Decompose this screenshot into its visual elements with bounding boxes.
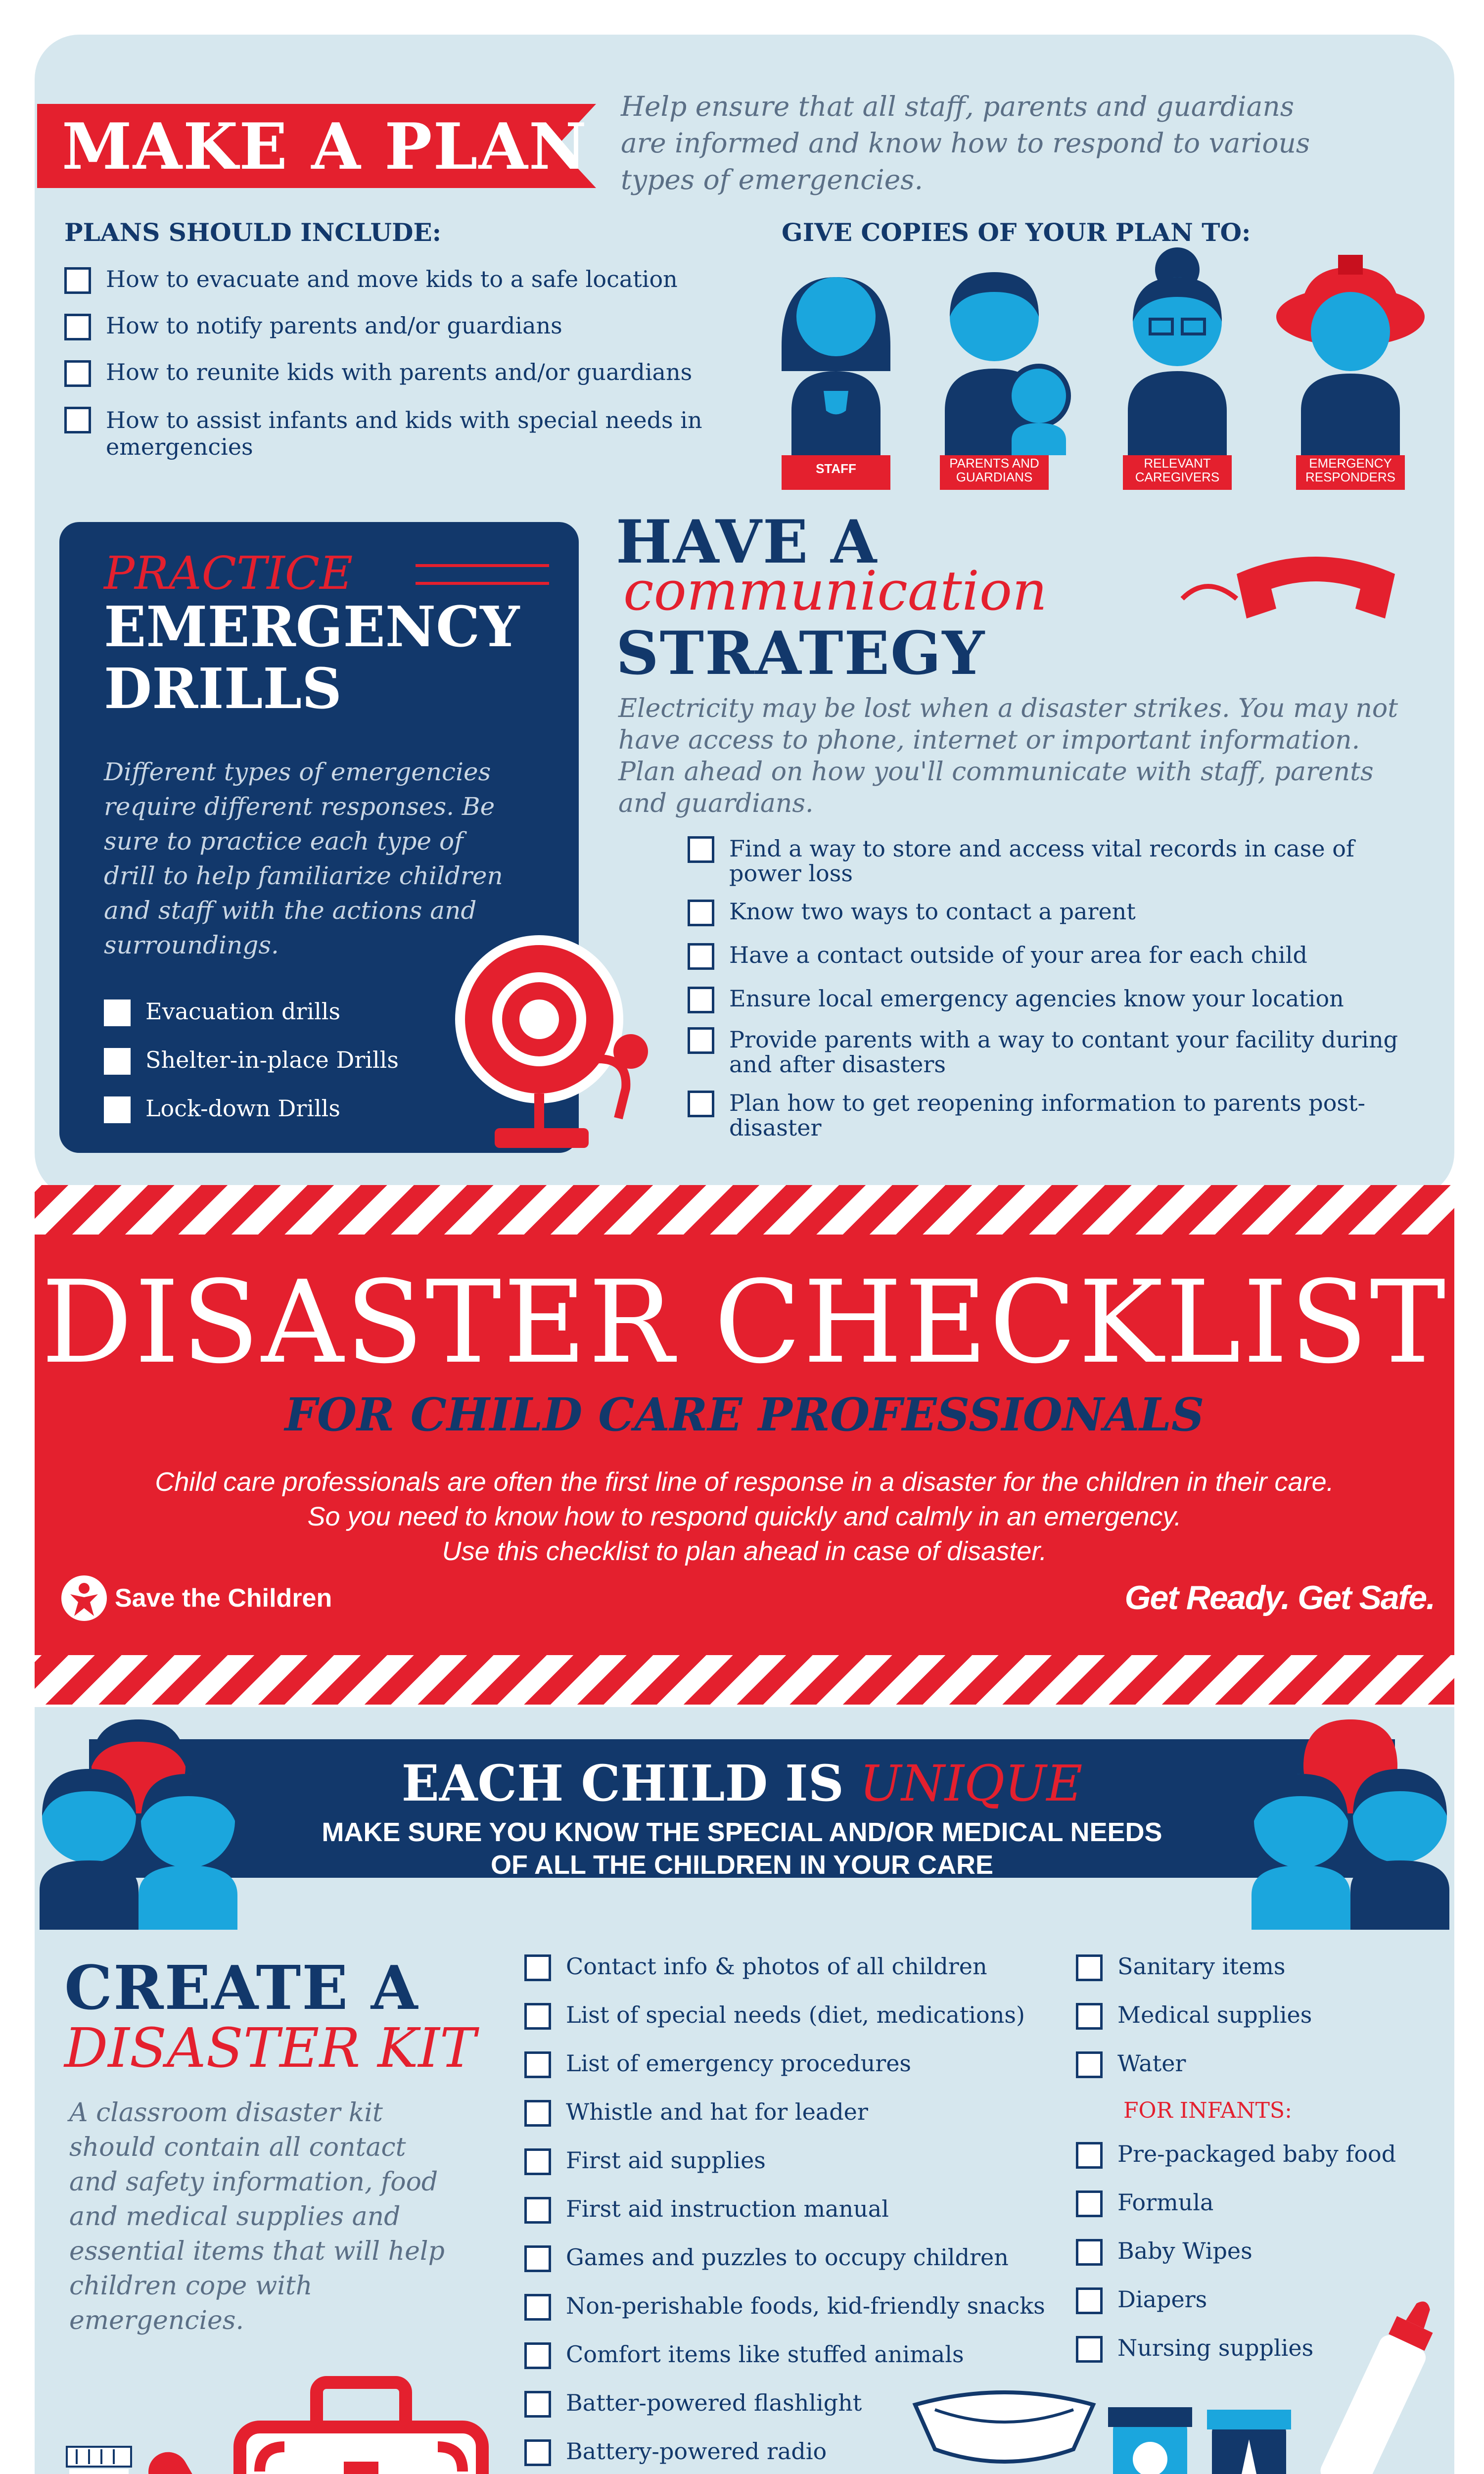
comm-item[interactable]: Know two ways to contact a parent	[688, 900, 1405, 926]
banner-text	[35, 1465, 1454, 1569]
checkbox[interactable]	[1076, 2190, 1103, 2217]
checkbox[interactable]	[1076, 1954, 1103, 1981]
checkbox[interactable]	[524, 2051, 551, 2078]
banner-line: So you need to know how to respond quickly and calmly in an emergency.	[307, 1502, 1182, 1531]
kit-item[interactable]: Comfort items like stuffed animals	[524, 2342, 1088, 2369]
kit-item[interactable]: Non-perishable foods, kid-friendly snacks	[524, 2294, 1088, 2321]
drill-item[interactable]: Shelter-in-place Drills	[104, 1048, 399, 1075]
drills-body: Different types of emergencies require different responses. Be sure to practice each type of drill to help familiarize children and staff with the actions and surroundings.	[104, 758, 503, 959]
checkbox[interactable]	[524, 2245, 551, 2272]
kit-item[interactable]: Batter-powered flashlight	[524, 2391, 1088, 2418]
checkbox[interactable]	[688, 1091, 714, 1117]
checkbox[interactable]	[104, 999, 131, 1026]
checkbox[interactable]	[1076, 2142, 1103, 2169]
drills-kicker: PRACTICE	[104, 547, 353, 600]
kit-item[interactable]: Whistle and hat for leader	[524, 2100, 1088, 2127]
children-group-left-icon	[35, 1702, 242, 1930]
logo-text: Save the Children	[115, 1584, 332, 1613]
unique-line2: OF ALL THE CHILDREN IN YOUR CARE	[490, 1850, 994, 1880]
kit-body: A classroom disaster kit should contain all contact and safety information, food and medical supplies and essential items that will help children cope with emergencies.	[69, 2098, 445, 2335]
drills-title: EMERGENCY DRILLS	[104, 595, 520, 721]
recipient-responders: EMERGENCY RESPONDERS	[1305, 456, 1396, 484]
comm-list	[688, 836, 1405, 1160]
banner-title: DISASTER CHECKLIST	[41, 1257, 1448, 1389]
checkbox[interactable]	[1076, 2239, 1103, 2266]
comm-title-top: HAVE A	[616, 507, 878, 577]
kit-item[interactable]: Medical supplies	[1076, 2003, 1452, 2030]
unique-title-a: EACH CHILD IS	[401, 1754, 844, 1812]
checkbox[interactable]	[1076, 2003, 1103, 2030]
kit-item[interactable]: Battery-powered radio	[524, 2439, 1088, 2466]
checkbox[interactable]	[104, 1048, 131, 1075]
checkbox[interactable]	[524, 2197, 551, 2224]
rx-bottle-icon	[62, 2442, 136, 2474]
staff-icon	[782, 277, 890, 490]
checkbox[interactable]	[1076, 2051, 1103, 2078]
checkbox[interactable]	[688, 900, 714, 926]
plan-item[interactable]: How to assist infants and kids with special needs in emergencies	[64, 407, 737, 460]
kit-item[interactable]: First aid supplies	[524, 2148, 1088, 2175]
checkbox[interactable]	[64, 407, 91, 433]
recipient-caregivers: RELEVANT CAREGIVERS	[1135, 456, 1220, 484]
unique-title	[89, 1754, 1395, 1812]
plans-heading: PLANS SHOULD INCLUDE:	[64, 218, 442, 247]
checkbox[interactable]	[524, 2342, 551, 2369]
infant-item[interactable]: Baby Wipes	[1076, 2239, 1452, 2266]
make-plan-intro: Help ensure that all staff, parents and guardians are informed and know how to respond to various types of emergencies.	[621, 91, 1310, 195]
unique-line1: MAKE SURE YOU KNOW THE SPECIAL AND/OR MEDICAL NEEDS	[322, 1817, 1162, 1847]
checkbox[interactable]	[688, 987, 714, 1013]
kit-item[interactable]: List of special needs (diet, medications)	[524, 2003, 1088, 2030]
checkbox[interactable]	[64, 267, 91, 294]
comm-item[interactable]: Provide parents with a way to contant your facility during and after disasters	[688, 1027, 1405, 1077]
drill-item[interactable]: Lock-down Drills	[104, 1096, 399, 1123]
make-plan-title: MAKE A PLAN	[62, 110, 588, 184]
banner-line: Child care professionals are often the first line of response in a disaster for the children in their care.	[155, 1467, 1334, 1497]
children-group-right-icon	[1247, 1702, 1454, 1930]
banner-subtitle: FOR CHILD CARE PROFESSIONALS	[284, 1388, 1205, 1441]
plans-list	[64, 267, 737, 480]
checkbox[interactable]	[524, 2391, 551, 2418]
kit-item[interactable]: Contact info & photos of all children	[524, 1954, 1088, 1981]
phone-icon	[1177, 544, 1430, 643]
infant-item[interactable]: Nursing supplies	[1076, 2336, 1452, 2363]
recipient-staff: STAFF	[816, 461, 856, 476]
comm-title-script: communication	[623, 559, 1047, 622]
comm-item[interactable]: Ensure local emergency agencies know your location	[688, 987, 1405, 1013]
comm-body: Electricity may be lost when a disaster strikes. You may not have access to phone, internet or important information. Plan ahead on how you'll communicate with staff, parents and guardians.	[618, 694, 1398, 818]
checkbox[interactable]	[64, 314, 91, 340]
kit-item[interactable]: List of emergency procedures	[524, 2051, 1088, 2078]
kit-item[interactable]: Games and puzzles to occupy children	[524, 2245, 1088, 2272]
checkbox[interactable]	[688, 836, 714, 863]
plan-item[interactable]: How to evacuate and move kids to a safe location	[64, 267, 737, 294]
drill-item[interactable]: Evacuation drills	[104, 999, 399, 1026]
infants-heading: FOR INFANTS:	[1123, 2098, 1292, 2123]
save-the-children-logo-icon	[59, 1573, 109, 1623]
checkbox[interactable]	[524, 2294, 551, 2321]
copies-heading: GIVE COPIES OF YOUR PLAN TO:	[782, 218, 1251, 247]
comm-title-bottom: STRATEGY	[616, 618, 986, 688]
checkbox[interactable]	[524, 2439, 551, 2466]
kit-item[interactable]: Water	[1076, 2051, 1452, 2078]
checkbox[interactable]	[688, 1027, 714, 1054]
firefighter-icon	[1276, 255, 1425, 490]
comm-item[interactable]: Have a contact outside of your area for each child	[688, 943, 1405, 970]
kit-item[interactable]: Sanitary items	[1076, 1954, 1452, 1981]
comm-item[interactable]: Find a way to store and access vital records in case of power loss	[688, 836, 1405, 886]
stripe-top	[35, 1185, 1454, 1235]
kit-title-a: CREATE A	[64, 1952, 419, 2023]
unique-title-b: UNIQUE	[859, 1755, 1083, 1812]
plan-item[interactable]: How to reunite kids with parents and/or guardians	[64, 360, 737, 387]
drills-list	[104, 999, 399, 1143]
banner-line: Use this checklist to plan ahead in case of disaster.	[442, 1536, 1047, 1566]
checkbox[interactable]	[64, 360, 91, 387]
kicker-rule	[416, 564, 549, 585]
plan-item[interactable]: How to notify parents and/or guardians	[64, 314, 737, 340]
checkbox[interactable]	[524, 2003, 551, 2030]
bandage-icon	[139, 2442, 237, 2474]
infant-item[interactable]: Diapers	[1076, 2287, 1452, 2314]
first-aid-kit-icon	[232, 2373, 490, 2474]
recipient-parents: PARENTS AND GUARDIANS	[949, 456, 1039, 484]
bell-icon	[455, 920, 663, 1158]
stripe-bottom	[35, 1655, 1454, 1705]
caregiver-icon	[1123, 247, 1232, 490]
checkbox[interactable]	[524, 2148, 551, 2175]
comm-item[interactable]: Plan how to get reopening information to parents post-disaster	[688, 1091, 1405, 1140]
checkbox[interactable]	[688, 943, 714, 970]
checkbox[interactable]	[524, 1954, 551, 1981]
kit-title-b: DISASTER KIT	[64, 2016, 476, 2080]
infant-item[interactable]: Pre-packaged baby food	[1076, 2142, 1452, 2169]
checkbox[interactable]	[104, 1096, 131, 1123]
checkbox[interactable]	[524, 2100, 551, 2127]
infant-item[interactable]: Formula	[1076, 2190, 1452, 2217]
infant-supplies-icon	[905, 2286, 1449, 2474]
kit-item[interactable]: First aid instruction manual	[524, 2197, 1088, 2224]
tagline: Get Ready. Get Safe.	[1124, 1579, 1435, 1617]
